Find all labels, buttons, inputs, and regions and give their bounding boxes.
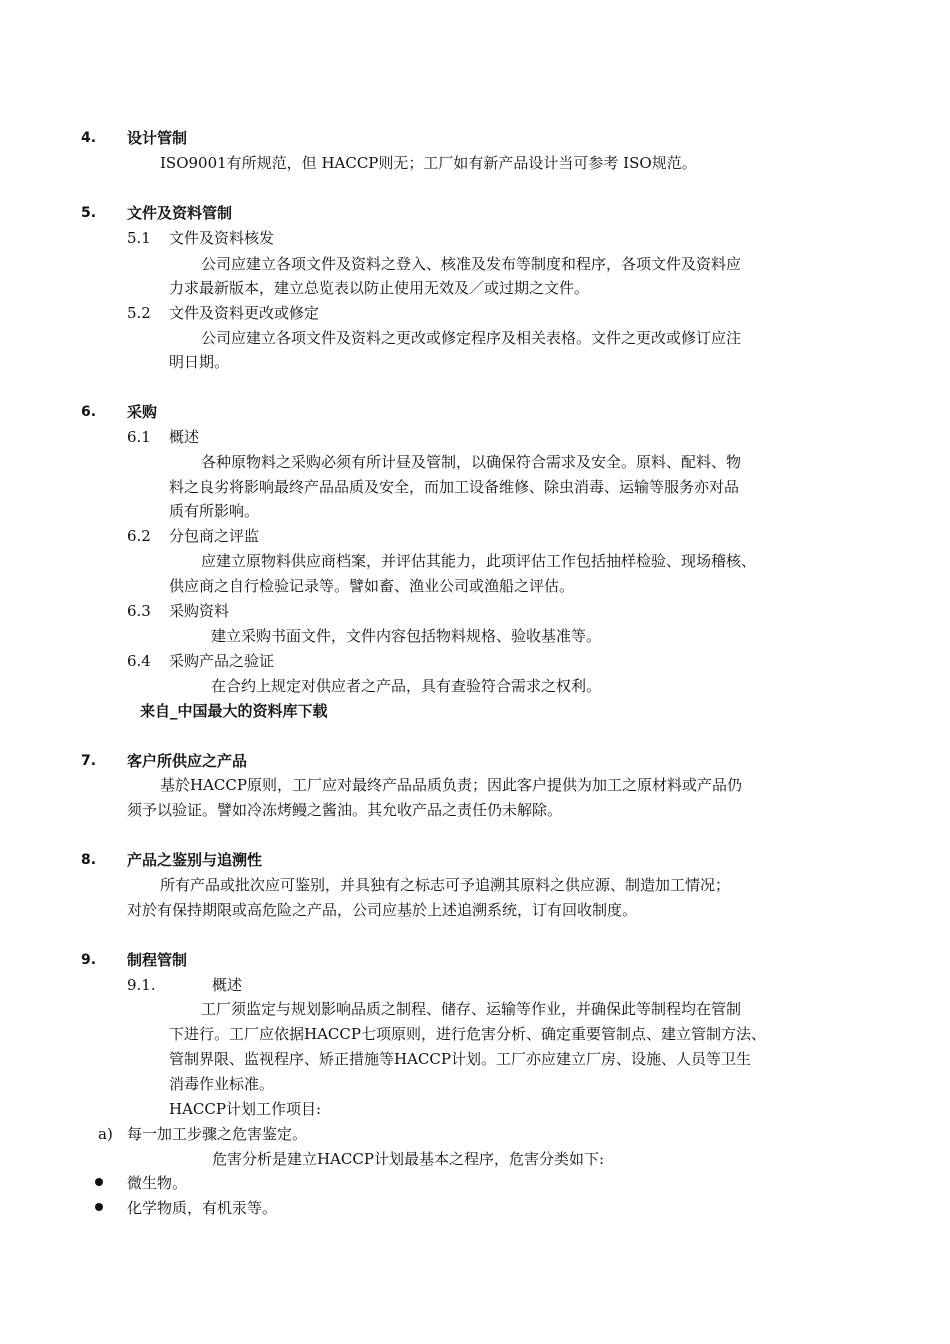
bullet-item-1: 微生物。 bbox=[127, 1174, 188, 1192]
subsection-6-1-number: 6.1 bbox=[127, 428, 151, 446]
subsection-9-1-line-2: 下进行。工厂应依据HACCP七项原则，进行危害分析、确定重要管制点、建立管制方法、 bbox=[169, 1025, 766, 1043]
section-8-title: 产品之鉴别与追溯性 bbox=[127, 851, 263, 869]
subsection-6-4-line-1: 在合约上规定对供应者之产品，具有查验符合需求之权利。 bbox=[211, 677, 602, 695]
section-7-line-1: 基於HACCP原则，工厂应对最终产品品质负责；因此客户提供为加工之原材料或产品仍 bbox=[160, 776, 742, 794]
section-5-title: 文件及资料管制 bbox=[127, 204, 233, 222]
source-note-link[interactable]: 来自_中国最大的资料库下载 bbox=[140, 702, 328, 720]
subsection-6-2-line-1: 应建立原物料供应商档案，并评估其能力，此项评估工作包括抽样检验、现场稽核、 bbox=[201, 552, 757, 570]
subsection-5-1-number: 5.1 bbox=[127, 229, 151, 247]
subsection-6-3-title: 采购资料 bbox=[169, 602, 230, 620]
subsection-6-2-title: 分包商之评监 bbox=[169, 527, 260, 545]
section-9-title: 制程管制 bbox=[127, 951, 188, 969]
subsection-9-1-line-4: 消毒作业标准。 bbox=[169, 1075, 275, 1093]
section-7-number: 7. bbox=[81, 753, 97, 769]
subsection-9-1-line-1: 工厂须监定与规划影响品质之制程、储存、运输等作业，并确保此等制程均在管制 bbox=[201, 1000, 742, 1018]
section-6-number: 6. bbox=[81, 404, 97, 420]
subsection-6-1-title: 概述 bbox=[169, 428, 200, 446]
subsection-9-1-title: 概述 bbox=[212, 976, 243, 994]
subsection-6-1-line-3: 质有所影响。 bbox=[169, 502, 260, 520]
section-8-line-1: 所有产品或批次应可鉴别，并具独有之标志可予追溯其原料之供应源、制造加工情况； bbox=[160, 876, 731, 894]
section-4-title: 设计管制 bbox=[127, 129, 188, 147]
list-item-a-subtext: 危害分析是建立HACCP计划最基本之程序，危害分类如下: bbox=[212, 1150, 605, 1168]
list-item-a-text: 每一加工步骤之危害鉴定。 bbox=[127, 1125, 308, 1143]
section-8-line-2: 对於有保持期限或高危险之产品，公司应基於上述追溯系统，订有回收制度。 bbox=[127, 901, 638, 919]
section-7-line-2: 须予以验证。譬如冷冻烤鳗之酱油。其允收产品之责任仍未解除。 bbox=[127, 801, 563, 819]
subsection-5-2-line-1: 公司应建立各项文件及资料之更改或修定程序及相关表格。文件之更改或修订应注 bbox=[201, 329, 742, 347]
section-7-title: 客户所供应之产品 bbox=[127, 752, 248, 770]
bullet-item-2: 化学物质，有机汞等。 bbox=[127, 1199, 278, 1217]
list-item-a-label: a) bbox=[98, 1125, 113, 1143]
section-4-paragraph: ISO9001有所规范，但 HACCP则无；工厂如有新产品设计当可参考 ISO规范。 bbox=[160, 154, 697, 172]
subsection-6-1-line-2: 料之良劣将影响最终产品品质及安全，而加工设备维修、除虫消毒、运输等服务亦对品 bbox=[169, 478, 740, 496]
subsection-9-1-line-3: 管制界限、监视程序、矫正措施等HACCP计划。工厂亦应建立厂房、设施、人员等卫生 bbox=[169, 1050, 751, 1068]
haccp-plan-items-heading: HACCP计划工作项目: bbox=[169, 1100, 322, 1118]
subsection-6-4-number: 6.4 bbox=[127, 652, 151, 670]
subsection-5-2-title: 文件及资料更改或修定 bbox=[169, 304, 320, 322]
section-6-title: 采购 bbox=[127, 403, 158, 421]
subsection-6-2-line-2: 供应商之自行检验记录等。譬如畜、渔业公司或渔船之评估。 bbox=[169, 577, 575, 595]
subsection-6-2-number: 6.2 bbox=[127, 527, 151, 545]
subsection-6-3-line-1: 建立采购书面文件，文件内容包括物料规格、验收基准等。 bbox=[211, 627, 602, 645]
subsection-5-1-line-2: 力求最新版本，建立总览表以防止使用无效及／或过期之文件。 bbox=[169, 279, 590, 297]
bullet-dot-icon bbox=[95, 1203, 103, 1211]
subsection-9-1-number: 9.1. bbox=[127, 976, 156, 994]
section-5-number: 5. bbox=[81, 205, 97, 221]
subsection-5-1-line-1: 公司应建立各项文件及资料之登入、核准及发布等制度和程序，各项文件及资料应 bbox=[201, 255, 742, 273]
section-4-number: 4. bbox=[81, 130, 97, 146]
subsection-5-1-title: 文件及资料核发 bbox=[169, 229, 275, 247]
subsection-6-4-title: 采购产品之验证 bbox=[169, 652, 275, 670]
bullet-dot-icon bbox=[95, 1178, 103, 1186]
section-9-number: 9. bbox=[81, 952, 97, 968]
section-8-number: 8. bbox=[81, 852, 97, 868]
subsection-5-2-line-2: 明日期。 bbox=[169, 353, 230, 371]
subsection-6-1-line-1: 各种原物料之采购必须有所计昼及管制，以确保符合需求及安全。原料、配料、物 bbox=[201, 453, 742, 471]
subsection-6-3-number: 6.3 bbox=[127, 602, 151, 620]
subsection-5-2-number: 5.2 bbox=[127, 304, 151, 322]
